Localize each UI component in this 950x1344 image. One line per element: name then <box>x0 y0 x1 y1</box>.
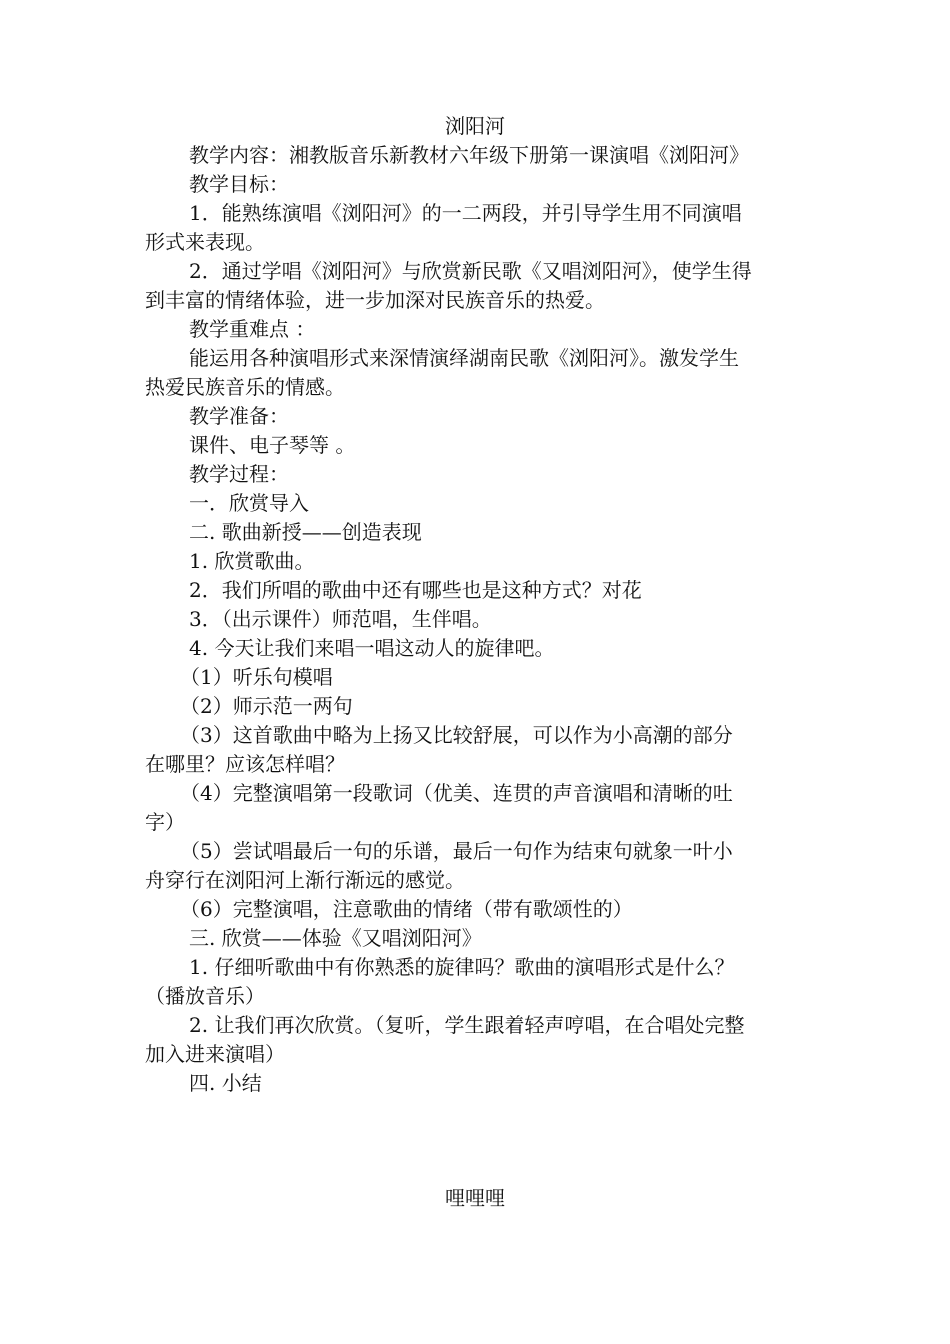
teaching-content: 教学内容：湘教版音乐新教材六年级下册第一课演唱《浏阳河》 <box>189 143 749 167</box>
subitem-4-line-2: 字） <box>145 810 185 834</box>
process-heading: 教学过程： <box>189 462 289 486</box>
section-2-item-1: 1. 欣赏歌曲。 <box>189 549 315 573</box>
section-2: 二. 歌曲新授——创造表现 <box>189 520 422 544</box>
subitem-3-line-1: （3）这首歌曲中略为上扬又比较舒展，可以作为小高潮的部分 <box>180 723 733 747</box>
key-points-line-1: 能运用各种演唱形式来深情演绎湖南民歌《浏阳河》。激发学生 <box>189 346 739 370</box>
key-points-line-2: 热爱民族音乐的情感。 <box>145 375 345 399</box>
subitem-5-line-2: 舟穿行在浏阳河上渐行渐远的感觉。 <box>145 868 465 892</box>
document-title: 浏阳河 <box>445 114 505 138</box>
goal-2-line-2: 到丰富的情绪体验，进一步加深对民族音乐的热爱。 <box>145 288 605 312</box>
subitem-5-line-1: （5）尝试唱最后一句的乐谱，最后一句作为结束句就象一叶小 <box>180 839 733 863</box>
goal-heading: 教学目标： <box>189 172 289 196</box>
subitem-1: （1）听乐句模唱 <box>180 665 333 689</box>
goal-1-line-2: 形式来表现。 <box>145 230 265 254</box>
next-lesson-title: 哩哩哩 <box>445 1186 505 1210</box>
section-1: 一．欣赏导入 <box>189 491 309 515</box>
section-2-item-2: 2．我们所唱的歌曲中还有哪些也是这种方式？对花 <box>189 578 642 602</box>
section-3: 三. 欣赏——体验《又唱浏阳河》 <box>189 926 482 950</box>
section-4: 四. 小结 <box>189 1071 262 1095</box>
subitem-2: （2）师示范一两句 <box>180 694 353 718</box>
section-3-item-2-line-1: 2. 让我们再次欣赏。（复听，学生跟着轻声哼唱，在合唱处完整 <box>189 1013 745 1037</box>
subitem-4-line-1: （4）完整演唱第一段歌词（优美、连贯的声音演唱和清晰的吐 <box>180 781 733 805</box>
goal-1-line-1: 1．能熟练演唱《浏阳河》的一二两段，并引导学生用不同演唱 <box>189 201 742 225</box>
key-points-heading: 教学重难点 ： <box>189 317 316 341</box>
goal-2-line-1: 2．通过学唱《浏阳河》与欣赏新民歌《又唱浏阳河》，使学生得 <box>189 259 752 283</box>
section-3-item-2-line-2: 加入进来演唱） <box>145 1042 285 1066</box>
section-2-item-3: 3．（出示课件）师范唱，生伴唱。 <box>189 607 492 631</box>
section-2-item-4: 4. 今天让我们来唱一唱这动人的旋律吧。 <box>189 636 555 660</box>
preparation-text: 课件、电子琴等 。 <box>189 433 356 457</box>
subitem-6: （6）完整演唱，注意歌曲的情绪（带有歌颂性的） <box>180 897 633 921</box>
section-3-item-1-line-2: （播放音乐） <box>145 984 265 1008</box>
preparation-heading: 教学准备： <box>189 404 289 428</box>
subitem-3-line-2: 在哪里？应该怎样唱？ <box>145 752 345 776</box>
section-3-item-1-line-1: 1. 仔细听歌曲中有你熟悉的旋律吗？歌曲的演唱形式是什么？ <box>189 955 735 979</box>
